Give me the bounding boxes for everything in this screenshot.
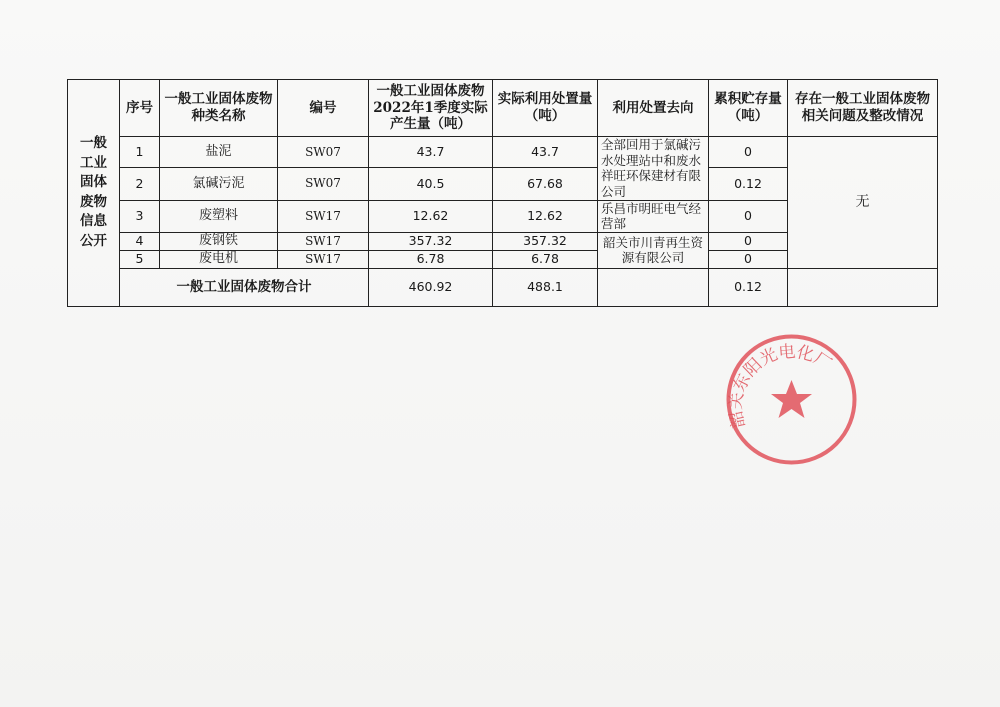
table-row [68, 137, 938, 168]
header-seq: 序号 [120, 80, 160, 137]
row-seq: 4 [120, 232, 160, 250]
header-row [68, 80, 938, 137]
row-name: 废钢铁 [160, 232, 278, 250]
row-stock: 0 [709, 250, 788, 268]
row-code: SW17 [278, 232, 369, 250]
destination-cell-1 [598, 137, 709, 201]
row-name: 废塑料 [160, 200, 278, 232]
row-code: SW07 [278, 168, 369, 200]
row-stock: 0.12 [709, 168, 788, 200]
row-stock: 0 [709, 232, 788, 250]
row-utilized: 357.32 [493, 232, 598, 250]
destination-text: 全部回用于氯碱污水处理站中和废水 [601, 137, 702, 168]
issues-cell: 无 [788, 137, 938, 269]
total-row [68, 268, 938, 306]
total-stock: 0.12 [709, 268, 788, 306]
row-name: 氯碱污泥 [160, 168, 278, 200]
row-utilized: 12.62 [493, 200, 598, 232]
total-label: 一般工业固体废物合计 [120, 268, 369, 306]
row-utilized: 6.78 [493, 250, 598, 268]
row-stock: 0 [709, 137, 788, 168]
row-produced: 6.78 [369, 250, 493, 268]
row-code: SW17 [278, 200, 369, 232]
destination-text: 祥旺环保建材有限公司 [601, 168, 702, 199]
total-issues-empty [788, 268, 938, 306]
header-destination: 利用处置去向 [598, 80, 709, 137]
side-label: 一般工业固体废物信息公开 [68, 80, 120, 307]
row-seq: 1 [120, 137, 160, 168]
row-utilized: 67.68 [493, 168, 598, 200]
row-produced: 40.5 [369, 168, 493, 200]
seal-text [726, 342, 835, 430]
row-seq: 3 [120, 200, 160, 232]
row-stock: 0 [709, 200, 788, 232]
row-name: 盐泥 [160, 137, 278, 168]
company-seal [724, 332, 859, 467]
header-produced: 一般工业固体废物2022年1季度实际产生量（吨） [369, 80, 493, 137]
header-issues: 存在一般工业固体废物相关问题及整改情况 [788, 80, 938, 137]
header-name: 一般工业固体废物种类名称 [160, 80, 278, 137]
row-code: SW17 [278, 250, 369, 268]
row-name: 废电机 [160, 250, 278, 268]
header-stock: 累积贮存量（吨） [709, 80, 788, 137]
row-produced: 357.32 [369, 232, 493, 250]
row-seq: 5 [120, 250, 160, 268]
row-produced: 12.62 [369, 200, 493, 232]
row-seq: 2 [120, 168, 160, 200]
total-utilized: 488.1 [493, 268, 598, 306]
star-icon [771, 380, 812, 418]
total-produced: 460.92 [369, 268, 493, 306]
destination-cell-4: 韶关市川青再生资源有限公司 [598, 232, 709, 268]
row-code: SW07 [278, 137, 369, 168]
row-utilized: 43.7 [493, 137, 598, 168]
header-utilized: 实际利用处置量（吨） [493, 80, 598, 137]
row-produced: 43.7 [369, 137, 493, 168]
destination-cell-3: 乐昌市明旺电气经营部 [598, 200, 709, 232]
seal-text-path: 韶关东阳光电化厂 [725, 341, 835, 430]
waste-info-table [67, 79, 938, 307]
total-destination-empty [598, 268, 709, 306]
header-code: 编号 [278, 80, 369, 137]
